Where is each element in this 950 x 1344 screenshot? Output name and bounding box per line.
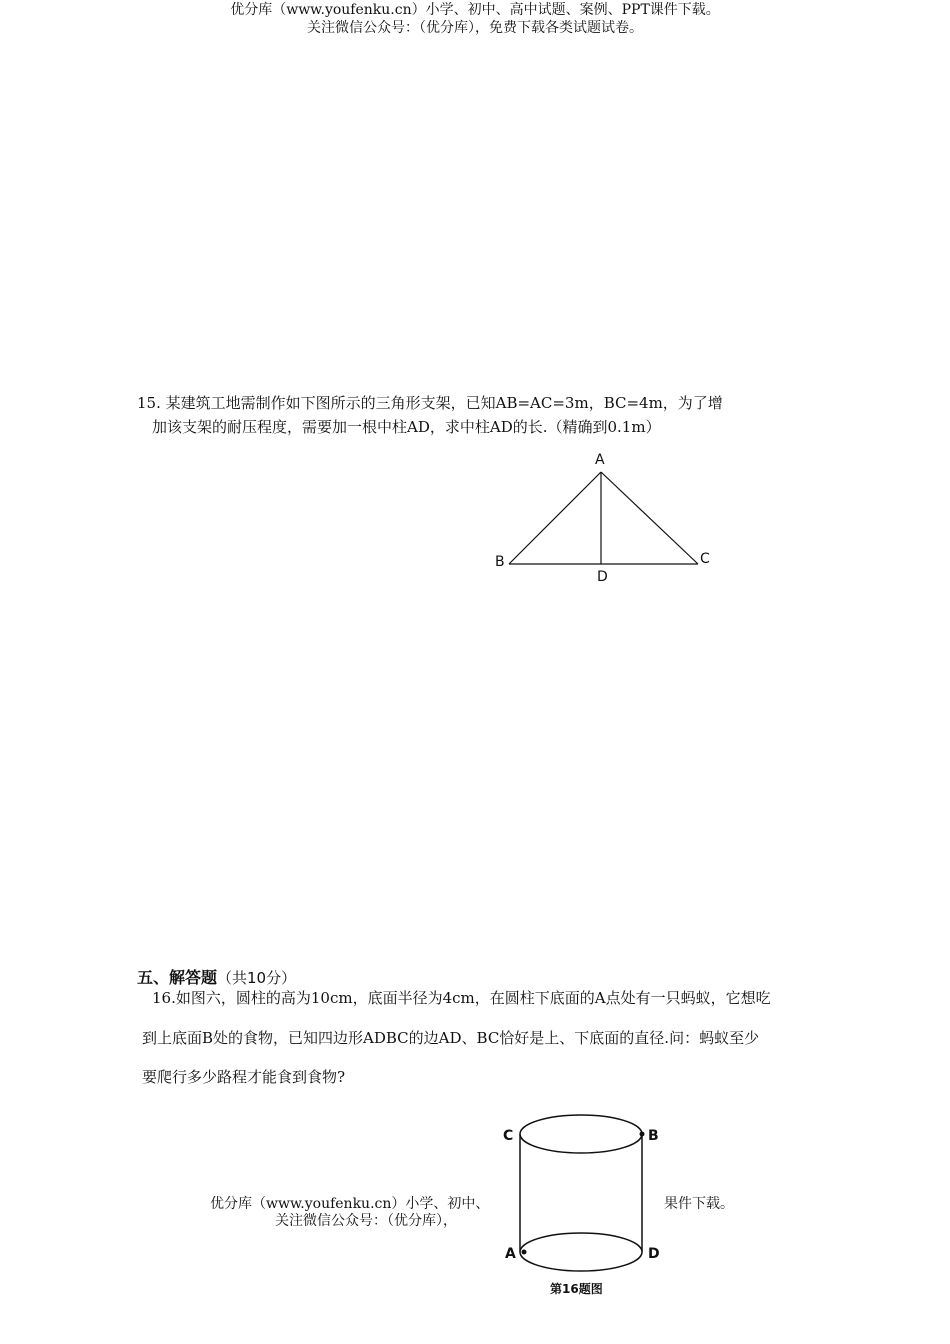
- cylinder-label-a: A: [505, 1246, 516, 1262]
- cylinder-caption: 第16题图: [550, 1282, 603, 1296]
- footer-line-2-left: 关注微信公众号：（优分库），: [275, 1213, 457, 1229]
- cylinder-label-b: B: [648, 1128, 659, 1144]
- header-line-1: 优分库（www.youfenku.cn）小学、初中、高中试题、案例、PPT课件下载。: [230, 2, 720, 18]
- cylinder-top-ellipse: [520, 1115, 642, 1153]
- cylinder-label-c: C: [503, 1128, 514, 1144]
- cylinder-bottom-ellipse: [520, 1233, 642, 1271]
- footer-line-1-right: 果件下载。: [664, 1196, 734, 1212]
- triangle-label-b: B: [495, 554, 505, 570]
- point-a-dot: [522, 1250, 527, 1255]
- point-b-dot: [640, 1132, 645, 1137]
- q15-text-line-1: 15. 某建筑工地需制作如下图所示的三角形支架，已知AB=AC=3m，BC=4m，为了增: [137, 394, 723, 412]
- cylinder-label-d: D: [648, 1246, 660, 1262]
- q16-text-line-2: 到上底面B处的食物，已知四边形ADBC的边AD、BC恰好是上、下底面的直径.问：蚂蚁至少: [142, 1029, 760, 1047]
- section-points: （共10分）: [217, 969, 297, 987]
- q15-text-line-2: 加该支架的耐压程度，需要加一根中柱AD，求中柱AD的长.（精确到0.1m）: [152, 418, 661, 436]
- header-line-2: 关注微信公众号：（优分库），免费下载各类试题试卷。: [307, 20, 643, 36]
- triangle-label-d: D: [597, 569, 608, 585]
- q16-text-line-3: 要爬行多少路程才能食到食物?: [142, 1068, 346, 1086]
- q16-text-line-1: 16.如图六，圆柱的高为10cm，底面半径为4cm，在圆柱下底面的A点处有一只蚂蚁，它想吃: [152, 989, 771, 1007]
- triangle-label-a: A: [595, 452, 605, 468]
- section-title-text: 五、解答题: [137, 968, 218, 987]
- triangle-label-c: C: [700, 551, 710, 567]
- footer-line-1-left: 优分库（www.youfenku.cn）小学、初中、: [210, 1196, 490, 1212]
